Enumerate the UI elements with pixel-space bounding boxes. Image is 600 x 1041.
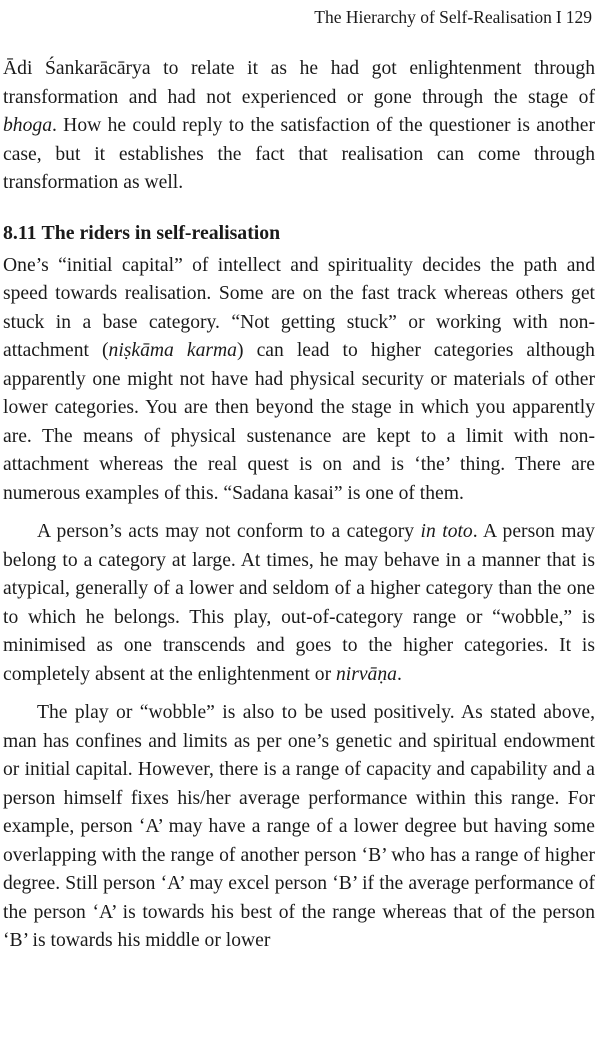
body-text (3, 55, 595, 956)
italic-term: niṣkāma karma (108, 340, 237, 361)
section-title: The riders in self-realisation (41, 221, 281, 244)
paragraph-text: Ādi Śankarācārya to relate it as he had got enlightenment through transformation and had not experienced or gone through the stage of (3, 58, 595, 108)
section-number: 8.11 (3, 221, 37, 244)
paragraph-3 (3, 518, 595, 689)
paragraph-text: . (396, 663, 402, 685)
paragraph-2 (3, 252, 595, 509)
paragraph-text: One’s “initial capital” of intellect and spirituality decides the path and speed towards realisation. Some are on the fast track whereas others get stuck in a base category. “Not getting stuck” or working with non-attachment ( (3, 254, 595, 361)
page-number: 129 (565, 7, 592, 27)
paragraph-text: . How he could reply to the satisfaction of the questioner is another case, but it establishes the fact that realisation can come through transformation as well. (3, 115, 595, 193)
running-head-title: The Hierarchy of Self-Realisation (314, 7, 552, 27)
italic-term: bhoga (3, 115, 52, 136)
italic-term: nirvāṇa (336, 663, 397, 685)
paragraph-text: . A person may belong to a category at large. At times, he may behave in a manner that is atypical, generally of a lower and seldom of a higher category than the one to which he belongs. This play, out-of-category range or “wobble,” is minimised as one transcends and goes to the higher categories. It is completely absent at the enlightenment or (3, 521, 595, 685)
paragraph-text: ) can lead to higher categories although apparently one might not have had physical security or materials of other lower categories. You are then beyond the stage in which you apparently are. The means of physical sustenance are kept to a limit with non-attachment whereas the real quest is on and is ‘the’ thing. There are numerous examples of this. “Sadana kasai” is one of them. (3, 340, 595, 504)
paragraph-4 (3, 699, 595, 956)
paragraph-text: The play or “wobble” is also to be used positively. As stated above, man has confines and limits as per one’s genetic and spiritual endowment or initial capital. However, there is a range of capacity and capability and a person himself fixes his/her average performance within this range. For example, person ‘A’ may have a range of a lower degree but having some overlapping with the range of another person ‘B’ who has a range of higher degree. Still person ‘A’ may excel person ‘B’ if the average performance of the person ‘A’ is towards his best of the range whereas that of the person ‘B’ is towards his middle or lower (3, 702, 595, 951)
section-heading (3, 221, 595, 245)
paragraph-text: A person’s acts may not conform to a category (37, 521, 421, 542)
running-head (314, 6, 592, 28)
italic-term: in toto (420, 521, 473, 542)
running-head-separator: I (555, 7, 562, 27)
paragraph-1 (3, 55, 595, 198)
